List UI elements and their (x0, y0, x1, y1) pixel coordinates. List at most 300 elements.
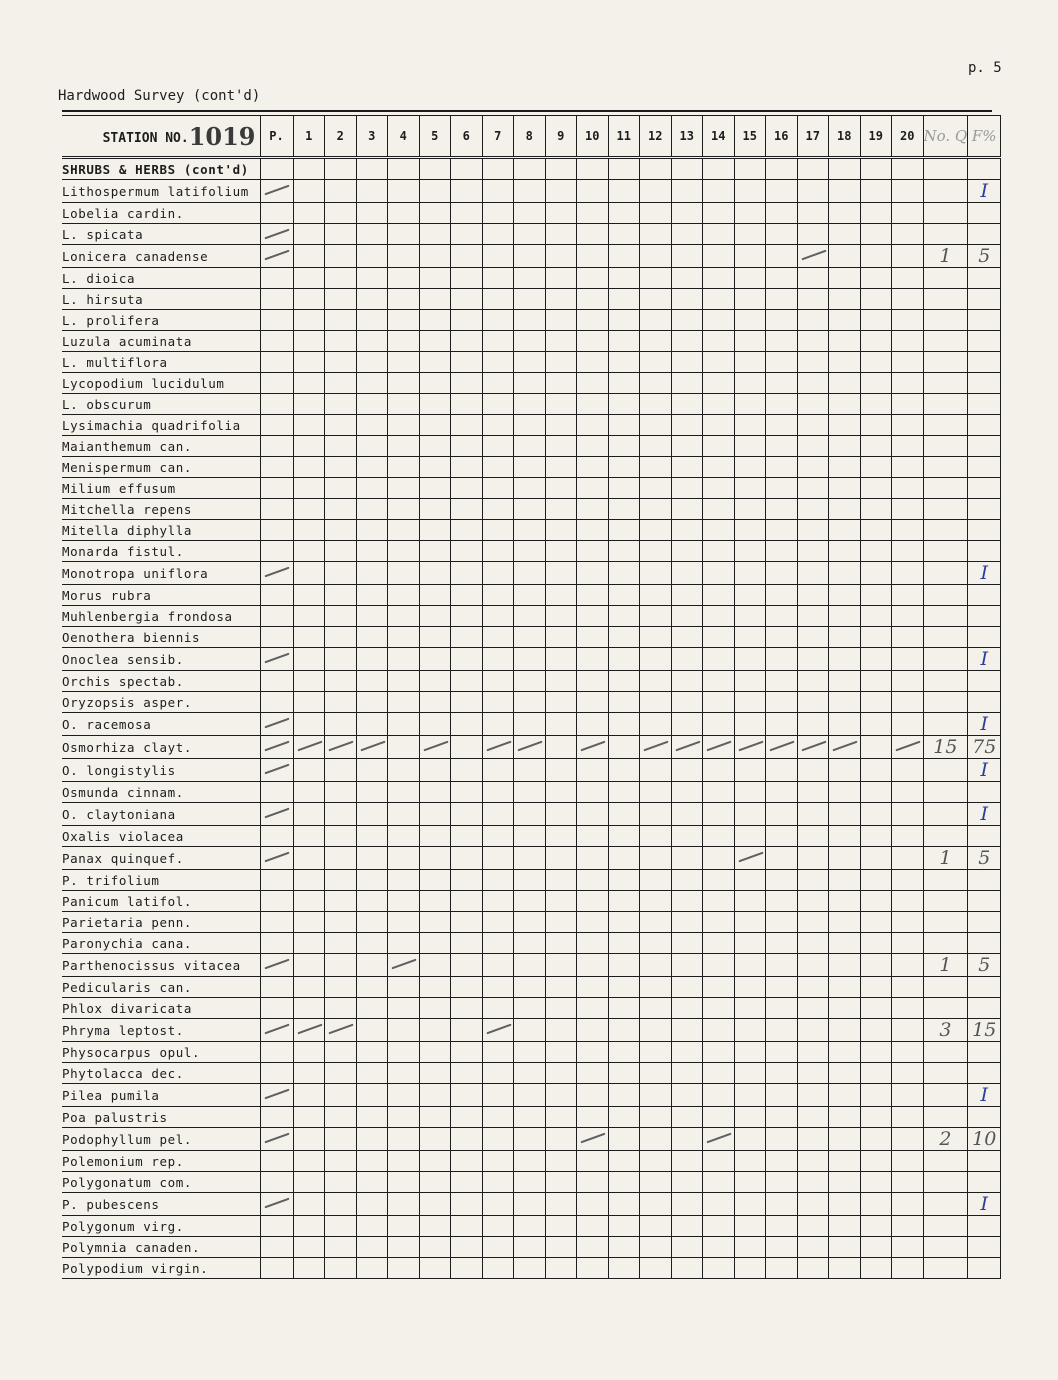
plot-cell (388, 891, 420, 912)
presence-cell (260, 759, 293, 782)
section-empty-cell (419, 158, 451, 180)
plot-cell (892, 671, 924, 692)
plot-cell (325, 457, 357, 478)
check-mark-icon (264, 808, 289, 819)
plot-cell (482, 310, 514, 331)
plot-cell (577, 1151, 609, 1172)
station-header (62, 116, 260, 158)
plot-cell (703, 671, 735, 692)
plot-cell (514, 1128, 546, 1151)
plot-cell (829, 478, 861, 499)
plot-cell (734, 541, 766, 562)
plot-cell (577, 692, 609, 713)
species-name: Polymnia canaden. (62, 1237, 260, 1258)
plot-cell (829, 1107, 861, 1128)
plot-cell (545, 671, 577, 692)
plot-cell (860, 1107, 892, 1128)
section-row (62, 158, 1001, 180)
plot-cell (734, 268, 766, 289)
plot-cell (577, 499, 609, 520)
frequency-percent (968, 692, 1001, 713)
section-empty-cell (671, 158, 703, 180)
species-row (62, 671, 1001, 692)
plot-cell (892, 289, 924, 310)
check-mark-icon (264, 852, 289, 863)
presence-cell (260, 1216, 293, 1237)
plot-cell (325, 736, 357, 759)
presence-cell (260, 289, 293, 310)
plot-cell (451, 627, 483, 648)
plot-cell (419, 562, 451, 585)
plot-cell (577, 736, 609, 759)
plot-cell (671, 977, 703, 998)
plot-cell (797, 782, 829, 803)
plot-cell (608, 759, 640, 782)
plot-cell (766, 268, 798, 289)
plot-cell (388, 499, 420, 520)
species-row (62, 436, 1001, 457)
plot-cell (419, 289, 451, 310)
plot-cell (514, 847, 546, 870)
plot-cell (640, 499, 672, 520)
plot-cell (514, 203, 546, 224)
plot-cell (451, 352, 483, 373)
plot-cell (797, 977, 829, 998)
plot-cell (797, 1151, 829, 1172)
plot-cell (514, 606, 546, 627)
plot-cell (293, 648, 325, 671)
species-row (62, 585, 1001, 606)
plot-cell (451, 436, 483, 457)
plot-cell (797, 803, 829, 826)
plot-cell (703, 394, 735, 415)
plot-cell (356, 998, 388, 1019)
plot-column-header: 2 (325, 116, 357, 158)
plot-cell (860, 310, 892, 331)
species-name: Morus rubra (62, 585, 260, 606)
plot-cell (608, 1042, 640, 1063)
section-label: SHRUBS & HERBS (cont'd) (62, 158, 260, 180)
plot-cell (640, 648, 672, 671)
plot-cell (482, 912, 514, 933)
plot-cell (293, 373, 325, 394)
plot-cell (734, 891, 766, 912)
plot-cell (388, 1151, 420, 1172)
plot-cell (640, 457, 672, 478)
plot-cell (419, 891, 451, 912)
species-name: Polygonatum com. (62, 1172, 260, 1193)
plot-cell (860, 826, 892, 847)
plot-cell (514, 415, 546, 436)
plot-cell (892, 1216, 924, 1237)
plot-cell (356, 562, 388, 585)
plot-cell (892, 847, 924, 870)
plot-cell (640, 1216, 672, 1237)
species-name: Polygonum virg. (62, 1216, 260, 1237)
plot-cell (356, 268, 388, 289)
plot-cell (451, 203, 483, 224)
plot-cell (419, 759, 451, 782)
plot-column-header: 18 (829, 116, 861, 158)
plot-cell (482, 1151, 514, 1172)
plot-cell (356, 1193, 388, 1216)
plot-cell (734, 562, 766, 585)
plot-cell (451, 180, 483, 203)
plot-cell (829, 1019, 861, 1042)
plot-cell (482, 457, 514, 478)
quadrat-count (923, 310, 968, 331)
species-name: Lysimachia quadrifolia (62, 415, 260, 436)
species-name: Parthenocissus vitacea (62, 954, 260, 977)
plot-cell (703, 912, 735, 933)
plot-cell (892, 1258, 924, 1279)
plot-cell (577, 478, 609, 499)
species-name: Osmorhiza clayt. (62, 736, 260, 759)
plot-cell (829, 203, 861, 224)
plot-cell (829, 1237, 861, 1258)
plot-cell (514, 954, 546, 977)
plot-cell (577, 713, 609, 736)
plot-cell (451, 562, 483, 585)
plot-cell (545, 933, 577, 954)
plot-cell (325, 954, 357, 977)
plot-cell (734, 870, 766, 891)
presence-cell (260, 1128, 293, 1151)
plot-cell (451, 331, 483, 352)
check-mark-icon (264, 959, 289, 970)
plot-cell (545, 1151, 577, 1172)
plot-cell (734, 782, 766, 803)
plot-cell (829, 1216, 861, 1237)
plot-cell (419, 736, 451, 759)
plot-cell (419, 782, 451, 803)
plot-cell (545, 1063, 577, 1084)
plot-cell (797, 373, 829, 394)
plot-cell (703, 627, 735, 648)
species-row (62, 692, 1001, 713)
presence-cell (260, 436, 293, 457)
plot-cell (892, 606, 924, 627)
plot-cell (703, 736, 735, 759)
plot-cell (766, 331, 798, 352)
plot-cell (829, 1193, 861, 1216)
plot-cell (797, 180, 829, 203)
section-empty-cell (734, 158, 766, 180)
plot-cell (514, 933, 546, 954)
frequency-percent (968, 352, 1001, 373)
presence-cell (260, 891, 293, 912)
plot-cell (388, 203, 420, 224)
species-row (62, 224, 1001, 245)
plot-cell (325, 520, 357, 541)
plot-cell (860, 499, 892, 520)
plot-cell (829, 268, 861, 289)
plot-cell (514, 912, 546, 933)
plot-cell (892, 1063, 924, 1084)
plot-cell (766, 245, 798, 268)
plot-cell (892, 1107, 924, 1128)
plot-cell (671, 1063, 703, 1084)
plot-cell (797, 998, 829, 1019)
plot-cell (545, 998, 577, 1019)
species-row (62, 847, 1001, 870)
plot-cell (797, 759, 829, 782)
plot-cell (451, 891, 483, 912)
plot-cell (388, 954, 420, 977)
quadrat-count (923, 891, 968, 912)
plot-cell (325, 826, 357, 847)
plot-cell (671, 713, 703, 736)
plot-cell (356, 870, 388, 891)
plot-cell (451, 1193, 483, 1216)
species-name: Lithospermum latifolium (62, 180, 260, 203)
plot-cell (892, 803, 924, 826)
frequency-percent (968, 1063, 1001, 1084)
plot-cell (482, 436, 514, 457)
plot-cell (545, 352, 577, 373)
plot-cell (514, 562, 546, 585)
species-name: Milium effusum (62, 478, 260, 499)
presence-cell (260, 736, 293, 759)
plot-cell (577, 627, 609, 648)
plot-cell (514, 1172, 546, 1193)
plot-cell (356, 648, 388, 671)
species-row (62, 541, 1001, 562)
plot-cell (766, 782, 798, 803)
plot-cell (419, 1237, 451, 1258)
plot-cell (545, 782, 577, 803)
plot-cell (703, 331, 735, 352)
plot-cell (482, 541, 514, 562)
plot-cell (577, 180, 609, 203)
plot-cell (325, 331, 357, 352)
species-row (62, 394, 1001, 415)
check-mark-icon (832, 741, 857, 752)
frequency-percent (968, 826, 1001, 847)
plot-cell (293, 478, 325, 499)
plot-cell (293, 891, 325, 912)
plot-cell (325, 933, 357, 954)
species-row (62, 1172, 1001, 1193)
plot-cell (451, 373, 483, 394)
plot-cell (640, 331, 672, 352)
plot-cell (451, 268, 483, 289)
title-divider (62, 110, 992, 112)
plot-cell (388, 1172, 420, 1193)
plot-cell (797, 713, 829, 736)
plot-cell (577, 224, 609, 245)
plot-cell (734, 585, 766, 606)
plot-cell (451, 499, 483, 520)
quadrat-count (923, 1063, 968, 1084)
section-empty-cell (892, 158, 924, 180)
plot-cell (577, 826, 609, 847)
presence-cell (260, 1019, 293, 1042)
plot-cell (829, 891, 861, 912)
quadrat-count (923, 870, 968, 891)
quadrat-count: 3 (923, 1019, 968, 1042)
plot-cell (293, 585, 325, 606)
plot-cell (892, 224, 924, 245)
survey-title: Hardwood Survey (cont'd) (58, 88, 261, 104)
plot-cell (577, 394, 609, 415)
plot-cell (514, 648, 546, 671)
plot-cell (892, 562, 924, 585)
frequency-percent: 5 (968, 245, 1001, 268)
plot-cell (293, 562, 325, 585)
plot-cell (671, 627, 703, 648)
plot-cell (325, 394, 357, 415)
frequency-percent (968, 478, 1001, 499)
plot-cell (671, 998, 703, 1019)
check-mark-icon (706, 1133, 731, 1144)
plot-cell (608, 415, 640, 436)
plot-cell (797, 891, 829, 912)
plot-cell (482, 648, 514, 671)
plot-cell (514, 289, 546, 310)
frequency-percent (968, 394, 1001, 415)
plot-cell (860, 912, 892, 933)
plot-cell (734, 1193, 766, 1216)
frequency-percent (968, 499, 1001, 520)
presence-cell (260, 1237, 293, 1258)
frequency-percent (968, 671, 1001, 692)
plot-cell (325, 627, 357, 648)
check-mark-icon (580, 1133, 605, 1144)
plot-cell (734, 1128, 766, 1151)
plot-cell (671, 224, 703, 245)
plot-cell (293, 289, 325, 310)
plot-cell (703, 499, 735, 520)
plot-cell (608, 1151, 640, 1172)
section-empty-cell (514, 158, 546, 180)
plot-cell (514, 998, 546, 1019)
species-row (62, 478, 1001, 499)
plot-cell (514, 1193, 546, 1216)
plot-cell (671, 1193, 703, 1216)
quadrat-count (923, 782, 968, 803)
plot-cell (640, 203, 672, 224)
plot-cell (514, 1042, 546, 1063)
frequency-percent (968, 933, 1001, 954)
plot-cell (451, 803, 483, 826)
species-name: Polypodium virgin. (62, 1258, 260, 1279)
plot-cell (829, 436, 861, 457)
plot-cell (892, 245, 924, 268)
plot-cell (734, 933, 766, 954)
presence-cell (260, 478, 293, 499)
plot-column-header: 17 (797, 116, 829, 158)
plot-cell (356, 352, 388, 373)
frequency-percent: I (968, 803, 1001, 826)
quadrat-count (923, 648, 968, 671)
frequency-percent (968, 310, 1001, 331)
plot-cell (388, 352, 420, 373)
plot-cell (671, 606, 703, 627)
plot-cell (293, 1042, 325, 1063)
plot-cell (892, 759, 924, 782)
plot-cell (640, 310, 672, 331)
plot-cell (608, 1193, 640, 1216)
plot-cell (419, 1019, 451, 1042)
plot-cell (608, 310, 640, 331)
frequency-percent (968, 436, 1001, 457)
species-row (62, 331, 1001, 352)
plot-cell (860, 1063, 892, 1084)
plot-cell (640, 1084, 672, 1107)
species-name: Muhlenbergia frondosa (62, 606, 260, 627)
plot-cell (577, 870, 609, 891)
plot-cell (545, 736, 577, 759)
plot-cell (514, 1107, 546, 1128)
plot-cell (293, 1172, 325, 1193)
plot-cell (892, 1151, 924, 1172)
species-row (62, 713, 1001, 736)
plot-cell (797, 1258, 829, 1279)
plot-cell (829, 736, 861, 759)
plot-cell (293, 180, 325, 203)
frequency-percent (968, 1172, 1001, 1193)
plot-cell (545, 245, 577, 268)
plot-cell (640, 268, 672, 289)
plot-cell (734, 847, 766, 870)
plot-cell (829, 562, 861, 585)
plot-cell (451, 245, 483, 268)
frequency-percent (968, 891, 1001, 912)
species-row (62, 457, 1001, 478)
plot-cell (577, 1042, 609, 1063)
plot-cell (356, 1084, 388, 1107)
plot-cell (419, 671, 451, 692)
quadrat-count (923, 224, 968, 245)
plot-cell (608, 671, 640, 692)
plot-cell (577, 912, 609, 933)
plot-cell (766, 499, 798, 520)
plot-cell (829, 289, 861, 310)
plot-cell (325, 998, 357, 1019)
plot-cell (293, 1128, 325, 1151)
plot-cell (419, 415, 451, 436)
station-number: 1019 (188, 121, 256, 151)
presence-cell (260, 245, 293, 268)
presence-cell (260, 870, 293, 891)
plot-cell (419, 1193, 451, 1216)
section-empty-cell (968, 158, 1001, 180)
plot-cell (545, 648, 577, 671)
plot-cell (577, 1063, 609, 1084)
plot-cell (892, 648, 924, 671)
plot-cell (860, 606, 892, 627)
plot-cell (514, 1216, 546, 1237)
plot-cell (419, 803, 451, 826)
section-empty-cell (608, 158, 640, 180)
quadrat-count (923, 933, 968, 954)
section-empty-cell (703, 158, 735, 180)
plot-cell (419, 847, 451, 870)
plot-cell (608, 457, 640, 478)
plot-cell (388, 585, 420, 606)
plot-cell (325, 1193, 357, 1216)
frequency-percent (968, 268, 1001, 289)
plot-cell (640, 478, 672, 499)
plot-cell (388, 415, 420, 436)
plot-cell (419, 1258, 451, 1279)
plot-cell (577, 1019, 609, 1042)
species-name: O. racemosa (62, 713, 260, 736)
plot-cell (545, 268, 577, 289)
plot-cell (293, 245, 325, 268)
species-name: Oenothera biennis (62, 627, 260, 648)
